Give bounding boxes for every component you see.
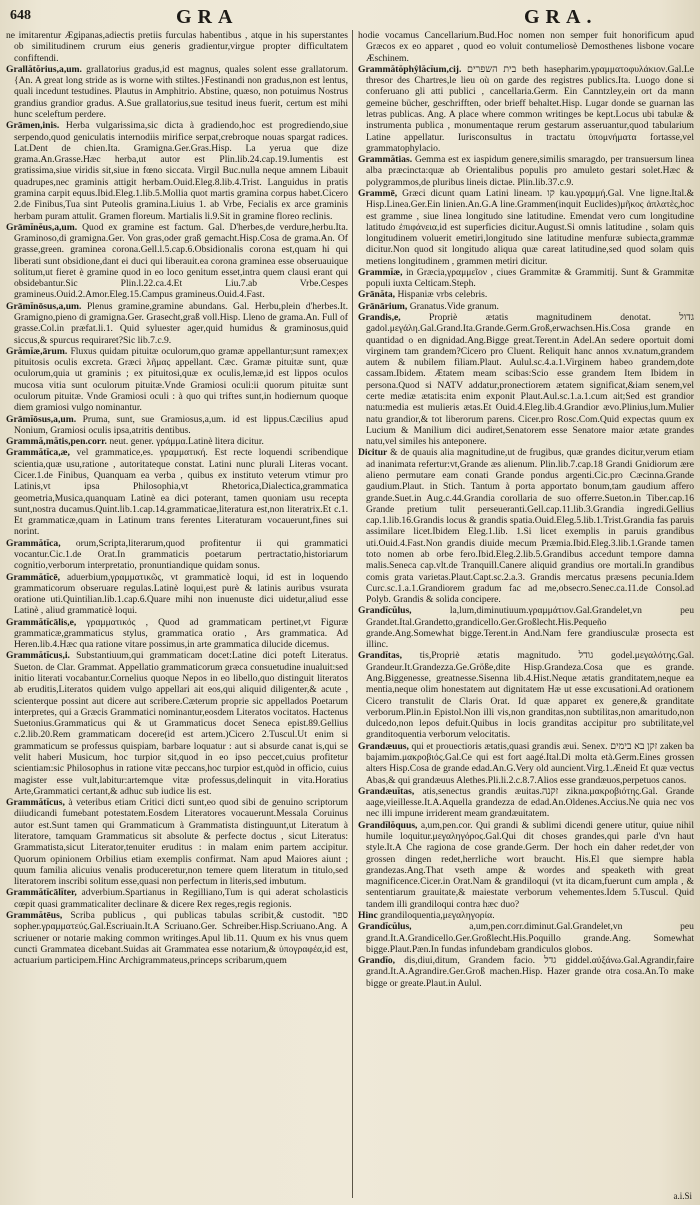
- right-text-column: [358, 30, 694, 1198]
- entry-headword: Grammătĭcus,i.: [6, 650, 70, 662]
- entry-headword: Grammătias.: [358, 154, 413, 166]
- entry-text: atis,senectus grandis æuitas.זקנה zikna.μακροβιότης.Gal. Grande aage,vieillesse.It.A.Aquella grandezza de edad.An.Oldenes.Accius.Ne quia nec vos nec illi impune irriderent meam grandæuitatem.: [366, 785, 694, 820]
- dictionary-entry: [358, 741, 694, 786]
- entry-text: neut. gener. γράμμα.Latinè litera dicitur.: [109, 436, 264, 448]
- entry-text: Hispaniæ vrbs celebris.: [397, 289, 488, 301]
- dictionary-entry: [358, 312, 694, 447]
- entry-text: & de quauis alia magnitudine,ut de frugibus, quæ grandes dicitur,verum etiam ad inanimata refertur:vt,Grande æs alienum. Plin.lib.7.cap.18 Grandi Gnidiorum ære alieno permutare eam conati Grande pondus argenti.Cic.pro Cæcinna.Grande gaudium.Plaut. in Stich. Tantum à porta apportato bonum,tam gaudium affero grande.Suet.in Aug.c.44.Grandia corollaria de suo offerre.Sueton.in Tiber.cap.16 Grande pretium tulit perseueranti.Gell.cap.11.lib.3.Grandia ingredi.Gellius cap.1.lib.16.Grandis locus & grandis spatia.Ouid.Eleg.5.lib.1.Trist.Grandia fas paruis assimilare licet.Ibidem Eleg.1.lib. 1.Si licet exemplis in paruis grandibus uti.Ouid.4.Fast.Non grandis diuide mecum Præmia.Ibid.Eleg.3.lib.1.Grande tamen toto nomen ab orbe fero.Ibid.Eleg.2.lib.5.Grandibus accedunt tempore damna malis.Seneca cap.vlt.de Tranquill.Canere aliquid grandius ore mortali.In grandibus comis grata varietas.Plaut.Capt.sc.2.a.3. Grandis mercatus præsens pecunia.Idem Curc.sc.1.a.1.Grandiorem gradum fac ad me,obsecro.Senec.ca.11.de Consol.ad Polyb. Grandis & solida concipere.: [366, 447, 694, 606]
- entry-text: dis,diui,ditum, Grandem facio. גדל giddel.αὐξάνω.Gal.Agrandir,faire grand.It.A.Agrandire.Ger.Groß machen.Hisp. Hazer grande otra cosa.An.To make bigge or greate.Plaut.in Aulul.: [366, 955, 694, 989]
- entry-text: orum,Scripta,literarum,quod profitentur ii qui grammatici vocantur.Cic.1.de Orat.In grammaticis poetarum pertractatio,historiarum cognitio,verborum interpretatio, pronuntiandique quidam sonus.: [14, 537, 348, 572]
- entry-text: aduerbium,γραμματικῶς, vt grammaticè loqui, id est in loquendo grammaticorum obseruare regulas.Latinè loqui,est purè & latinis auribus vsurata oratione uti.Quintilian.lib.1.cap.6.Quare mihi non inuenuste dici uidetur,aliud esse Latinè , aliud grammaticè loqui.: [14, 571, 348, 617]
- entry-headword: Grammē,: [358, 187, 398, 199]
- entry-text: adverbium.Spartianus in Regilliano,Tum is qui aderat scholasticis cœpit quasi grammaticaliter declinare & dicere Rex reges,regis regionis.: [14, 887, 348, 910]
- entry-text: בית השפרים beth hasepharim.γραμματοφυλάκιον.Gal.Le thresor des Chartres,le lieu où on garde des registres publics.Ita. Luogo done si conferuano gli atti publici , cancellaria.Germ. Ein Canntzley,ein ort da mann gemeine bücher, geschrifften, oder brieff behaltet.Hisp. Lugar donde se guarnan las letras publicas. Ang. A place where common writinges be kept.Locus ubi tabulæ & instrumenta publica , monumentaque rerum gestarum asseruantur,quod tabularium Latine appellatur. Iurisconsultus in tractatu ὑπομνήματα fortasse,vel grammatophylacio.: [366, 63, 694, 154]
- dictionary-entry: [6, 436, 348, 447]
- entry-text: grallatorius gradus,id est magnus, quales solent esse grallatorum.{An. A great long stride as is worne with stiltes.}Festinandi non gradus,non est lentus, quali incedunt testudines. Plautus in Amphitrio. Abstine, quæso, non potuimus Nostrus grandius grandior gradus. A.Sue grallatorius,sue tesitud ineus fuerit, certum est mihi hunc sceleftum perdere.: [14, 63, 348, 120]
- entry-text: Plenus gramine,gramine abundans. Gal. Herbu,plein d'herbes.It. Gramigno,pieno di gramigna.Ger. Grasecht,graß voll.Hisp. Lleno de grama.An. Full of grasse.Col.in præfat.li.1. Quid syluester ager,quid humidus & graminosus,quid siccus,& spurcus requiraret?Sic lib.7.c.9.: [14, 300, 348, 346]
- entry-headword: Grāmĭnōsus,a,um.: [6, 300, 82, 312]
- page-header: [0, 6, 700, 32]
- running-head-right: GRA.: [524, 6, 598, 28]
- dictionary-entry: [6, 572, 348, 617]
- entry-text: Granatus.Vide granum.: [409, 300, 499, 312]
- entry-text: in Græcia,γραμμεῖον , ciues Grammitæ & Grammitij. Sunt & Grammitæ populi iuxta Celticam.Steph.: [366, 266, 694, 290]
- entry-text: Fluxus quidam pituitæ oculorum,quo gramæ appellantur;sunt ramex;ex pituitosis oculis excreta. Græci λῆμας appellant. Cæc. Gramæ pituitæ sunt, quæ oculorum,quia ut graminis ; ex pituitosi,quæ ex oculis,lemæ,id est lippos oculos mucosa vitia sunt oculorum pituitæ.Vnde Gramiosi oculi:ii quorum pituitæ sunt oculorum pituitæ. Vnde Gramiosi oculi : à quo qui triftes sunt,in hodiernum quoque diem gramiosi vulgo nominantur.: [14, 345, 348, 414]
- entry-text: ne imitarentur Ægipanas,adiectis pretiis furculas habentibus , atque in his superstantes ob similitudinem crurum eius generis gradientur,virgue propter difficultatem confiftendi.: [6, 30, 348, 64]
- entry-headword: Dicitur: [358, 447, 388, 459]
- entry-text: a,um,pen.corr.diminut.Gal.Grandelet,vn peu grand.It.A.Grandicello.Ger.Großlecht.His.Poquillo grande.Ang. Somewhat bigge.Plaut.Pæn.In fundas infundebam grandiculos globos.: [366, 921, 694, 955]
- dictionary-entry: [358, 820, 694, 910]
- dictionary-entry: [6, 222, 348, 301]
- entry-text: tis,Propriè ætatis magnitudo. גודל godel.μεγαλότης.Gal. Grandeur.It.Grandezza.Ge.Größe,dite Hisp.Grandeza.Cosa que es grande. Ang.Biggenesse, greatnesse.Sisenna lib.4.Hist.Neque ætatis granditatem,neque ea mentia,neque olim honestatem aut dignitatem Hæ ut esse excusationi.Ad orationem Cicero transtulit de Claris Orat. Id quæ apparet ex genere,& granditate verborum.Plin.in Epistol.Non illi vis,non granditas,non subtilitas,non amaritudo,non dulcedo,non lepos defuit.Quibus in locis granditas accipitur pro subtilitate,vel granditoquentia verborum velocitatis.: [366, 650, 694, 741]
- dictionary-entry: [6, 346, 348, 414]
- entry-headword: Grāmĭōsus,a,um.: [6, 413, 77, 425]
- entry-headword: Grammĭæ,: [358, 266, 403, 278]
- entry-headword: Grandĭo,: [358, 955, 396, 967]
- dictionary-entry: [6, 538, 348, 572]
- dictionary-entry: [6, 797, 348, 887]
- dictionary-entry: [6, 301, 348, 346]
- entry-headword: Grămĭæ,ārum.: [6, 345, 68, 357]
- entry-headword: Grandĭcŭlus,: [358, 605, 412, 617]
- dictionary-entry: [358, 289, 694, 300]
- dictionary-entry: [358, 447, 694, 605]
- entry-headword: Grammă,mătis,pen.corr.: [6, 436, 107, 448]
- entry-headword: Hinc: [358, 909, 378, 921]
- dictionary-entry: [358, 301, 694, 312]
- entry-headword: Grānăta,: [358, 289, 396, 301]
- dictionary-entry: [6, 617, 348, 651]
- entry-headword: Grandæuĭtas,: [358, 785, 415, 797]
- entry-text: qui et prouectioris ætatis,quasi grandis æui. Senex. זקן בא בימים zaken ba bajamim.μακροβιός.Gal.Ce qui est fort aagé.Ital.Di molta età.Germ.Eines grossen alters Hisp.Cosa de grande edad.An.G.Very old auncient.Virg.1.Æneid Et quæ vectus Abas,& qui grandæuus Alethes.Pli.li.2.c.8.7.Alios esse grandæuos,perpetuos canos.: [366, 740, 694, 786]
- entry-text: Quod ex gramine est factum. Gal. D'herbes,de verdure,herbu.Ita. Graminoso,di gramigna.Ger. Von gras,oder graß gemacht.Hisp.Cosa de grama.An. Of grasse,green. graminea corona.Gell.l.5.cap.6.Obsidionalis corona est,quam hi qui liberati sunt obsidione,dant ei duci qui liberauit.ea corona graminea esse obseruauique solitum,ut fieret è gramine quod in eo loco genitum esset,intra quem clausi erant qui obsidebantur.Sic Plin.l.22.ca.4.Et Liu.7.ab Vrbe.Cespes gramineus.Ouid.2.Amor.Eleg.15.Campus gramineus.Ouid.4.Fast.: [14, 221, 348, 301]
- entry-text: Substantiuum,qui grammaticam docet:Latine dici poteft Literatus. Sueton. de Clar. Grammat. Appellatio grammaticorum græca consuetudine inualuit:sed initio literati vocabantur.Cornelius quoque Nepos in eo libello,quo distinguit literatos ab eruditis,Literatos quidem vulgo appellari ait eos,qui aliquid diligenter,& acute , scienterque possint aut dicere aut scribere.Cæterum proprie sic appellados Poetarum interpretes, qui a Græcis Grammatici nominantur,eosdem Literatos vocitatos. Hactenus Suetonius.Grammaticus qui & ut Grammaticus docet Seneca epist.89.Gellius c.2.lib.20.Rem grammaticam docere(id est artem.)Cicero 2.Tuscul.Ut enim si grammaticum se professus quispiam, barbare loquatur : aut si absurde canat is,qui se velit haberi Musicum, hoc turpior sit,quod in eo ipso peccet,cuius profitetur scientiam:sic Philosophus in ratione vitæ peccans,hoc turpior est,quòd in officio, cuius magister esse vult,labitur:artemque vitæ professus,delinquit in vita.Horatius Arte,Grammatici certant,& adhuc sub iudice lis est.: [14, 650, 348, 797]
- entry-text: a,um,pen.cor. Qui grandi & sublimi dicendi genere utitur, quiue nihil humile loquitur.μεγαληγόρος.Gal.Qui dit choses grandes,qui parle d'vn haut style.It.A Che ragiona de cose grande.Germ. Der hoch ein daher redet,der von grossen dingen redet,herrliche wort braucht. His.El que siempre habla grandezas.Ang.That vseth ampe & wordes and speaketh with great magnificence.Cicer.in Orat.Nam & grandiloqui (vt ita dicam,fuerunt cum ampla , & sententiarum grauitate,& maiestate verborum vehementes.Idem 5.Tuscul. Quid tandem illi grandiloqui contra hæc duo?: [366, 819, 694, 910]
- entry-headword: Grammătĭcālis,e,: [6, 616, 77, 628]
- dictionary-entry: [358, 650, 694, 740]
- entry-text: Scriba publicus , qui publicas tabulas scribit,& custodit. ספר sopher.γραμματεύς.Gal.Escriuain.It.A Scriuano.Ger. Schreiber.Hisp.Scriuano.Ang. A scriuener or notarie making common writinges.Apul lib.11. Quum ex his vnus quem cuncti Grammatea dicebant.Suidas ait Grammatea esse notarium,& ὑπογραφέα,id est, actuarium participem.Hinc Archigrammateus,princeps scribarum,quem: [14, 909, 348, 967]
- dictionary-entry: [358, 910, 694, 921]
- catchword: a.i.Si: [673, 1191, 692, 1201]
- entry-text: grandiloquentia,μεγαληγορία.: [380, 909, 495, 921]
- running-head-left: GRA: [176, 6, 239, 28]
- dictionary-entry: [6, 64, 348, 120]
- dictionary-entry: [358, 188, 694, 267]
- entry-headword: Grammătĭcus,: [6, 797, 65, 809]
- dictionary-entry: [6, 30, 348, 64]
- dictionary-entry: [358, 921, 694, 955]
- entry-text: Pruma, sunt, sue Gramiosus,a,um. id est lippus.Cæcilius apud Nonium, Gramiosi oculis ipsa,atritis dentibus.: [14, 413, 348, 436]
- dictionary-entry: [358, 955, 694, 989]
- dictionary-entry: [6, 120, 348, 222]
- entry-headword: Grammătĭcē,: [6, 571, 61, 583]
- entry-headword: Grandĭtas,: [358, 650, 402, 662]
- entry-headword: Grammătēus,: [6, 909, 63, 921]
- entry-text: γραμματικός , Quod ad grammaticam pertinet,vt Figuræ grammaticæ,grammaticus stylus, grammatica oratio , Ars grammatica. Ad Heren.lib.4.Hæc qua ratione vitare possimus,in arte grammatica dilucide dicemus.: [14, 616, 348, 651]
- entry-headword: Grallătŏrius,a,um.: [6, 63, 82, 75]
- entry-text: la,lum,diminutiuum.γραμμάτιον.Gal.Grandelet,vn peu Grandet.Ital.Grandetto,grandicello.Ger.Großlecht.His.Pequeño grande.Ang.Somewhat bigge.Terent.in And.Nam fere grandiusculæ prosecta est illinc.: [366, 605, 694, 651]
- entry-headword: Grammătŏphŷlăcĭum,cij.: [358, 63, 462, 75]
- entry-text: vel grammatice,es. γραμματική. Est recte loquendi scribendique scientia,quæ usu,ratione , autoritateque constat. Latini nunc plurali Literas vocant. Cicer.1.de Finibus, Quanquam ea verba , quibus ex instituto veterum vtimur pro Latinis,vt ipsa Philosophia,vt Rhetorica,Dialectica,grammatica geometria,Musica,quanquam Latinè ea dici poterant, tamen quoniam usu recepta sunt,nostra ducamus.Quint.lib.1.cap.14.grammaticae,literatura est,non literatrix.Et c.1. Et grammaticæ,quam in Latinum trans ferentes Literaturam vocauerunt,fines sui norint.: [14, 447, 348, 538]
- entry-headword: Grāmĭnĕus,a,um.: [6, 221, 78, 233]
- entry-headword: Grandis,e,: [358, 312, 401, 324]
- dictionary-entry: [6, 910, 348, 966]
- entry-text: Græci dicunt quam Latini lineam. קו kau.γραμμή.Gal. Vne ligne.Ital.& Hisp.Linea.Ger.Ein linien.An.G.A line.Grammen(inquit Euclides)μῆκος ἀπλατὲς,hoc est gramme , siue linea longitudo sine latitudine. Emendat vero cum longitudine latitudo ἐπιφάνεια,id est superficies dicitur.August.Si omnis latitudine , solam quis longitudinem voluerit emetiri,longitudo sine latitudine menfuræ subiecta,grammæ dicitur.Non quod sit longitudo aliqua quæ careat latitudine,sed quod solam quis metiens longitudinem , grammen metiri dicitur.: [366, 187, 694, 267]
- page-number: 648: [10, 8, 31, 23]
- entry-text: à veteribus etiam Critici dicti sunt,eo quod sibi de genuino scriptorum diiudicandi fumebant potestatem.Eosdem Literatores vocauerunt.Messala Coruinus autor est.Sunt tamen qui Grammaticum à Grammatista distinguunt,ut Literatum à literatore, tamquam Grammaticus sit absolute & perfecte doctus , sicut Literatus: Grammatista,sicut Literator,tenuiter eruditus : in malam enim partem accipitur. Quorum opinionem Orbilius etiam exemplis confirmat. Nam apud Maiores aiunt ; quum familia alicuius venalis produceretur,non temere quem literatum in titulo,sed literatorem inscribi solitum esse,quasi non perfectum in literis,sed imbutum.: [14, 797, 348, 888]
- entry-headword: Grammătĭca,æ,: [6, 447, 70, 459]
- dictionary-entry: [358, 154, 694, 188]
- dictionary-entry: [6, 650, 348, 797]
- entry-text: Gemma est ex iaspidum genere,similis smaragdo, per transuersum linea alba præcincta:quæ ab Orientalibus populis pro amuleto gestari solet.Hæc & polygrammos,de pluribus lineis dictae. Plin.lib.37.c.9.: [366, 154, 694, 188]
- entry-text: hodie vocamus Cancellarium.Bud.Hoc nomen non semper fuit honorificum apud Græcos ex eo apparet , quod eo voluit contumeliosè Demosthenes lisbone vocare Æschinem.: [358, 30, 694, 64]
- dictionary-entry: [6, 447, 348, 537]
- entry-headword: Grandĭcŭlus,: [358, 921, 412, 933]
- dictionary-entry: [358, 30, 694, 64]
- entry-text: Herba vulgarissima,sic dicta à gradiendo,hoc est progrediendo,siue serpendo,quod geniculatis internodiis mirifice serpat,crebroque nouas spargat radices. Lat.Dent de chien.Ita. Gramigna.Ger.Gras.Hisp. La yerua que dize grama.An.Grasse.Hæc herba,ut autor est Plin.lib.24.cap.19.Iumentis est gratissima,siue viridis sit,siue in fœno siccata. Virgil Buc.nulla neque amnem Libauit quadrupes,nec graminis attigit herbam.Ouid.Eleg.8.lib.4.Trist. Languidus in pratis gramina carpit equus.Ibid.Eleg.1.lib.5.Mollia quot martis gramina corpus habet.Cicero 2.de Finibus,Tua sint Puteolis gramina.Liuius 1. ab Vrbe, Fecialis ex arce graminis herbam puram attulit. Gramen floreum. Martialis li.9.Sit in gramine floreo reclinis.: [14, 120, 348, 222]
- dictionary-entry: [6, 414, 348, 437]
- dictionary-entry: [358, 267, 694, 290]
- dictionary-entry: [358, 786, 694, 820]
- left-text-column: [6, 30, 348, 1198]
- entry-headword: Grāmen,inis.: [6, 120, 60, 132]
- entry-headword: Grandæuus,: [358, 740, 409, 752]
- dictionary-entry: [358, 64, 694, 154]
- dictionary-entry: [6, 887, 348, 910]
- entry-text: Propriè ætatis magnitudinem denotat. גדול gadol.μεγάλη.Gal.Grand.Ita.Grande.Germ.Groß,erwachsen.His.Cosa grande en quantidad o en dignidad.Ang.Bigge great.Terent.in Adel.An sedere oportuit domi virginem tam grandem?Cicero pro Cluent. Reliquit hanc annos xv.natum,grandem autem & nubilem filiam.Plaut. Aulul.sc.4.a.1.Virginem habeo grandem,dote cassam.Ibidem. Ætatem meam scibas:Scio esse grandem Item Ibidem in persona.Quod si NATV addatur,pronectiorem ætatem significat,&iam senem,vel certe mediæ ætatis:ita enim exponit Plaut.Aul.sc.1.a.1.cum ait;Sed est grandior natu:media est mulieris ætas.Et Ouid.4.Eleg.lib.4.Grandior ævo.Plinius,lum.Mulier natu grandior,& tot liberorum parens. Cicer.pro Rosc.Com.Quid expectas quum ex Lucium & Manilium dici audiret,Senatorem esse Senatore maior ætate grandes natu,vel similes his anteponere.: [366, 312, 694, 448]
- dictionary-entry: [358, 605, 694, 650]
- entry-headword: Grānārium,: [358, 300, 408, 312]
- entry-headword: Grammătĭcālĭter,: [6, 887, 77, 899]
- entry-headword: Grammătĭca,: [6, 537, 61, 549]
- entry-headword: Grandĭlŏquus,: [358, 819, 418, 831]
- column-divider: [352, 30, 353, 1198]
